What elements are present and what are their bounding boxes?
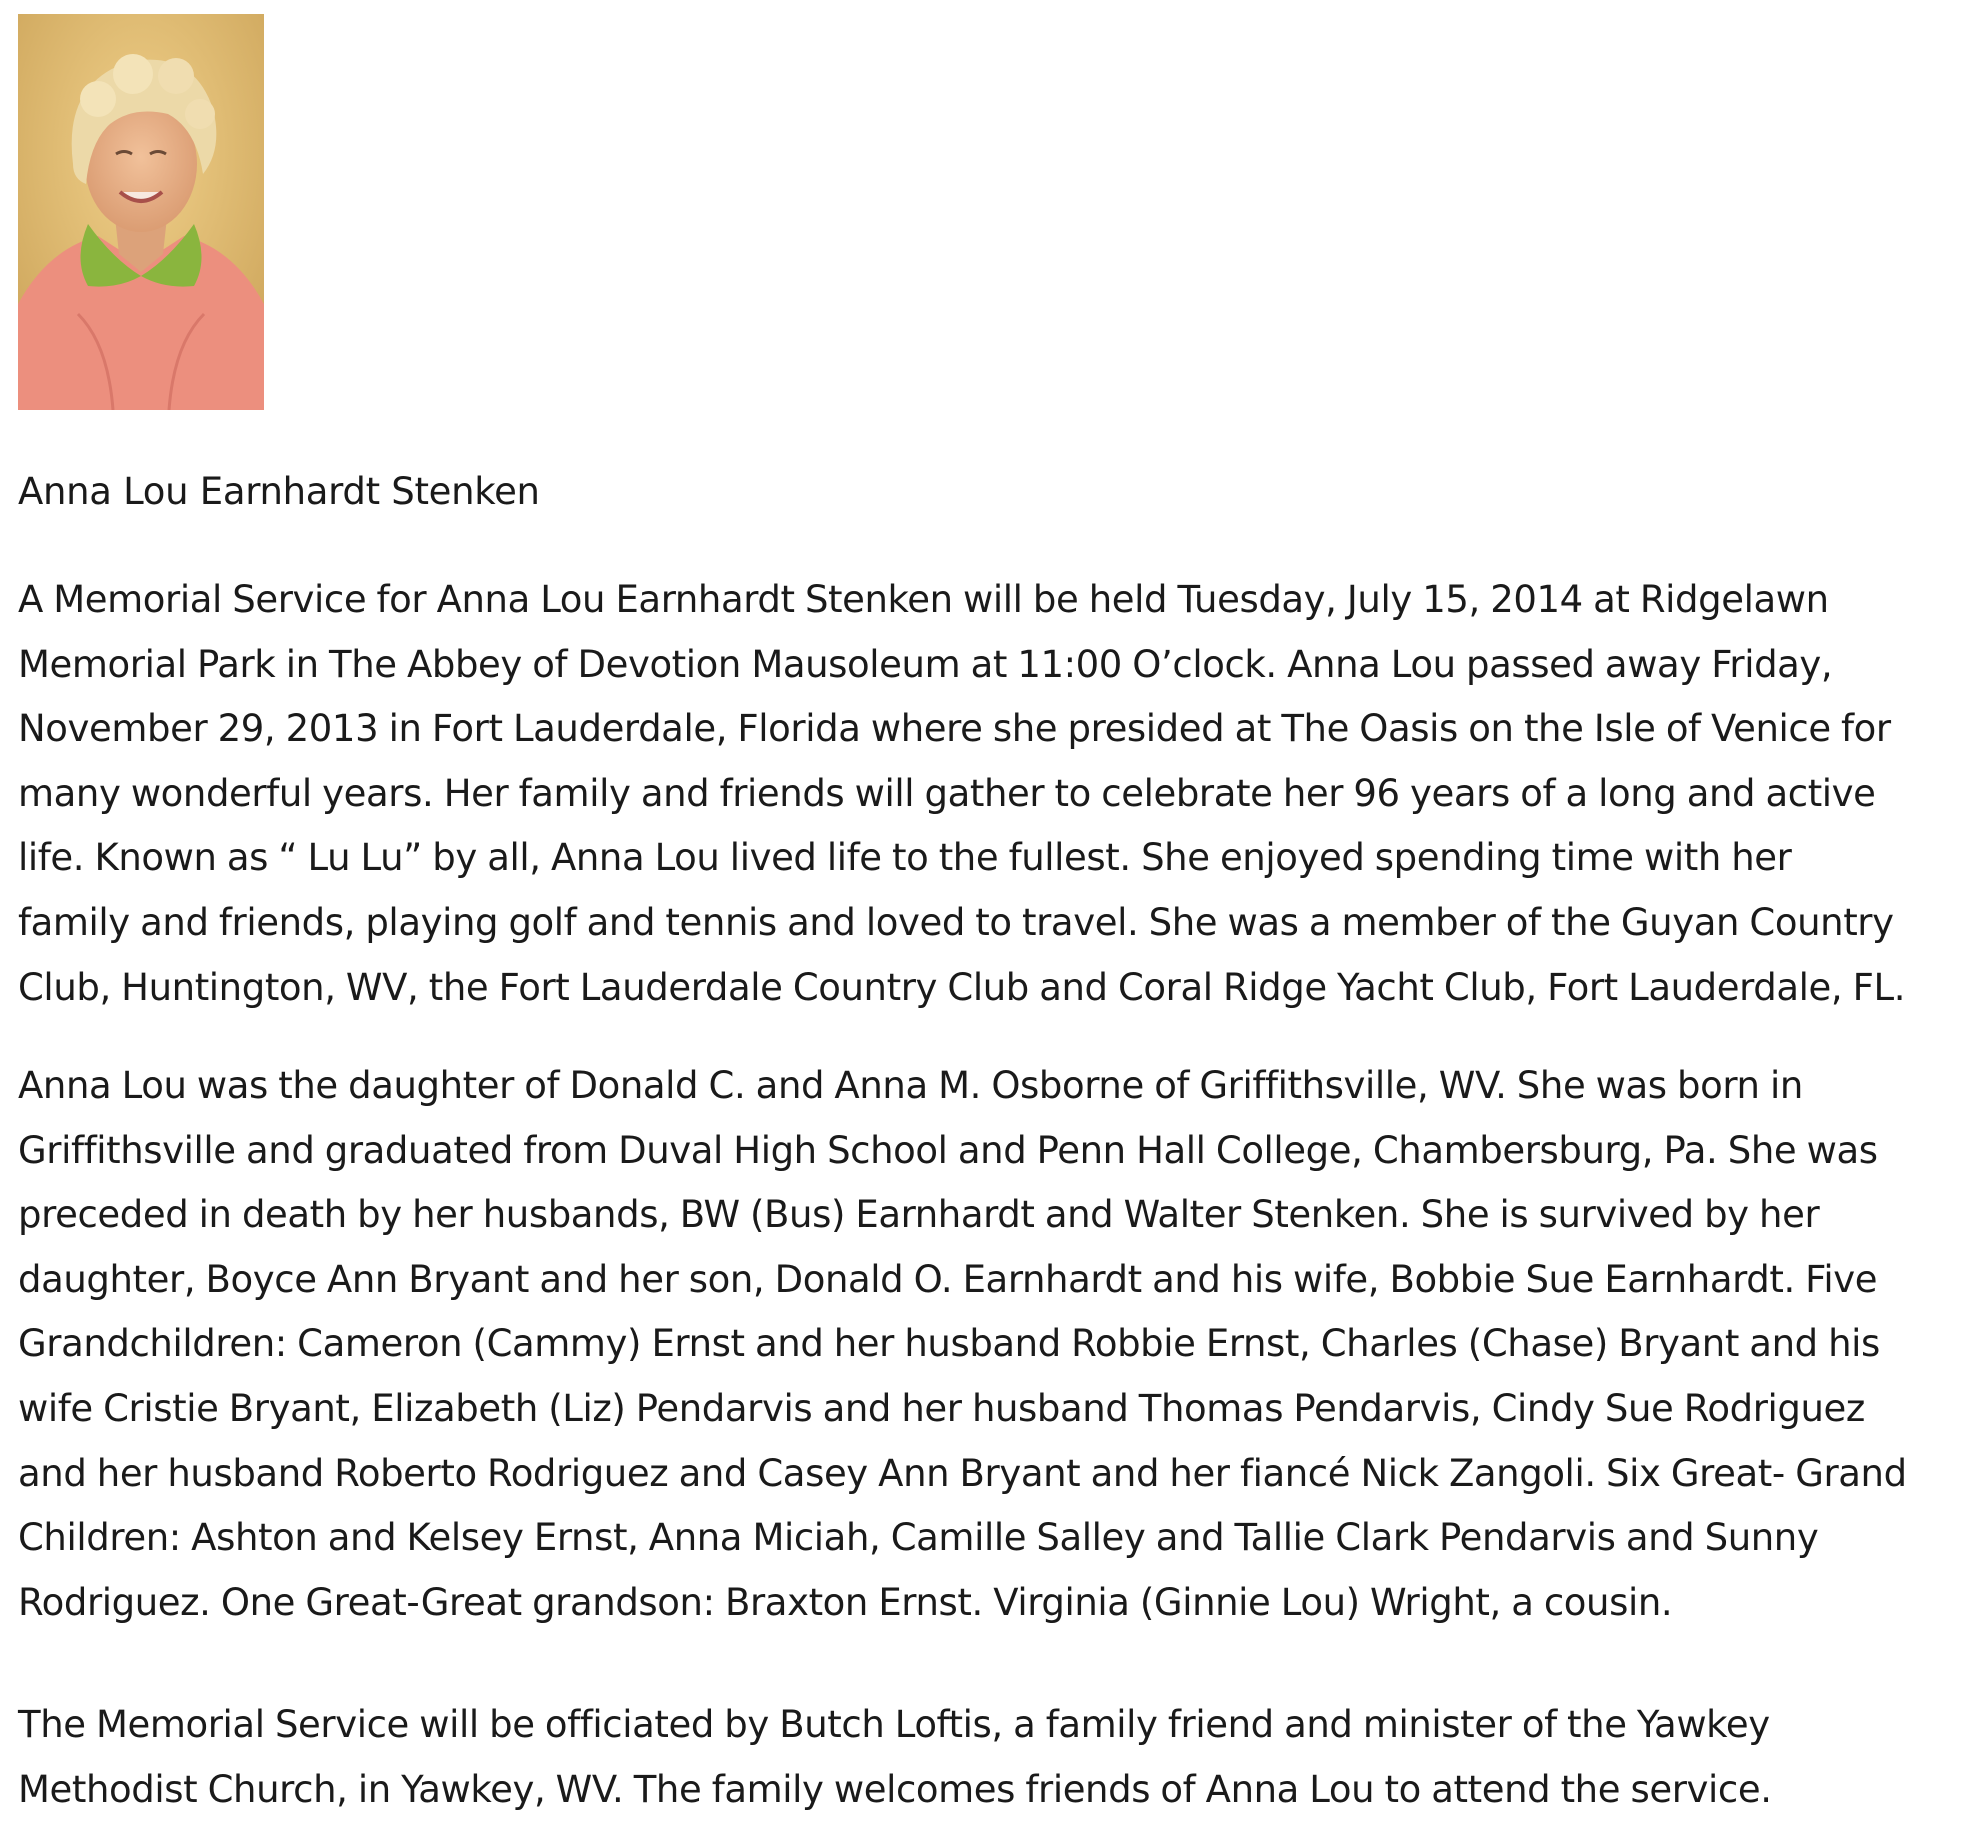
service-announcement-paragraph <box>18 568 1958 1020</box>
paragraph-line: Club, Huntington, WV, the Fort Lauderdale Country Club and Coral Ridge Yacht Club, Fort Lauderdale, FL. <box>18 965 1906 1009</box>
paragraph-line: Anna Lou was the daughter of Donald C. and Anna M. Osborne of Griffithsville, WV. She was born in <box>18 1064 1803 1107</box>
paragraph-line: daughter, Boyce Ann Bryant and her son, Donald O. Earnhardt and his wife, Bobbie Sue Earnhardt. Five <box>18 1257 1878 1301</box>
paragraph-line: The Memorial Service will be officiated by Butch Loftis, a family friend and minister of the Yawkey <box>18 1703 1770 1746</box>
portrait-photo-icon <box>18 14 264 410</box>
paragraph-line: wife Cristie Bryant, Elizabeth (Liz) Pendarvis and her husband Thomas Pendarvis, Cindy Sue Rodriguez <box>18 1386 1865 1430</box>
paragraph-line: family and friends, playing golf and tennis and loved to travel. She was a member of the Guyan Country <box>18 900 1894 944</box>
paragraph-line: life. Known as “ Lu Lu” by all, Anna Lou lived life to the fullest. She enjoyed spending time with her <box>18 836 1792 880</box>
officiant-paragraph <box>18 1693 1958 1822</box>
paragraph-line: Children: Ashton and Kelsey Ernst, Anna Miciah, Camille Salley and Tallie Clark Pendarvis and Sunny <box>18 1516 1819 1560</box>
deceased-name: Anna Lou Earnhardt Stenken <box>18 470 540 513</box>
paragraph-line: and her husband Roberto Rodriguez and Casey Ann Bryant and her fiancé Nick Zangoli. Six Great- Grand <box>18 1451 1907 1495</box>
portrait-photo <box>18 14 264 410</box>
paragraph-line: Methodist Church, in Yawkey, WV. The family welcomes friends of Anna Lou to attend the service. <box>18 1767 1772 1811</box>
paragraph-line: Griffithsville and graduated from Duval High School and Penn Hall College, Chambersburg, Pa. She was <box>18 1128 1878 1172</box>
paragraph-line: Memorial Park in The Abbey of Devotion Mausoleum at 11:00 O’clock. Anna Lou passed away Friday, <box>18 642 1833 686</box>
paragraph-line: Grandchildren: Cameron (Cammy) Ernst and her husband Robbie Ernst, Charles (Chase) Bryant and his <box>18 1322 1880 1366</box>
paragraph-line: many wonderful years. Her family and friends will gather to celebrate her 96 years of a long and active <box>18 771 1876 815</box>
family-paragraph <box>18 1054 1958 1635</box>
paragraph-line: A Memorial Service for Anna Lou Earnhardt Stenken will be held Tuesday, July 15, 2014 at Ridgelawn <box>18 578 1829 621</box>
paragraph-line: preceded in death by her husbands, BW (Bus) Earnhardt and Walter Stenken. She is survived by her <box>18 1193 1820 1237</box>
paragraph-line: Rodriguez. One Great-Great grandson: Braxton Ernst. Virginia (Ginnie Lou) Wright, a cousin. <box>18 1580 1673 1624</box>
paragraph-line: November 29, 2013 in Fort Lauderdale, Florida where she presided at The Oasis on the Isle of Venice for <box>18 707 1891 751</box>
